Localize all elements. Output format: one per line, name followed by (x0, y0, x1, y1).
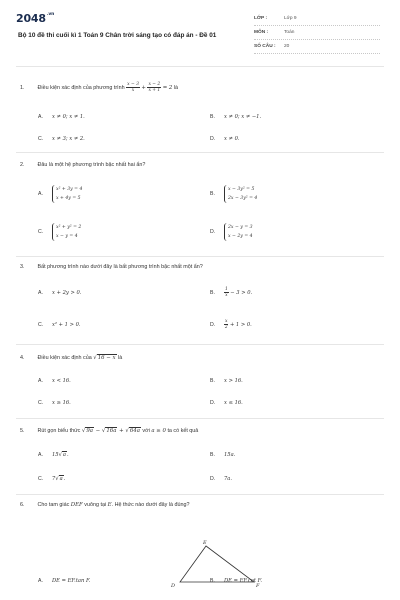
logo-suffix: .vn (46, 12, 55, 17)
q4-option-d[interactable]: D. x ≤ 16. (210, 400, 243, 406)
divider (16, 152, 384, 153)
meta-subject-value: Toán (284, 30, 295, 35)
question-text: Điều kiện xác định của phương trình (37, 84, 125, 91)
q1-option-c[interactable]: C. x ≠ 3; x ≠ 2. (38, 136, 85, 142)
meta-count (254, 44, 380, 54)
q1-option-d[interactable]: D. x ≠ 0. (210, 136, 240, 142)
q2-option-c[interactable]: C. x² + y² = 2 x − y = 4 (38, 225, 82, 239)
question-text: Bất phương trình nào dưới đây là bất phương trình bậc nhất một ẩn? (37, 264, 203, 270)
meta-class-key: LỚP : (254, 16, 268, 21)
fraction: $\frac{x - 2}{x + 1}$ (148, 82, 161, 93)
site-logo[interactable] (16, 12, 54, 25)
triangle-def (180, 546, 254, 582)
meta-class-value: Lớp 9 (284, 16, 297, 21)
vertex-label-d: D (171, 583, 176, 588)
question-2: 2. Đâu là một hệ phương trình bậc nhất hai ẩn? (20, 162, 146, 168)
q2-option-b[interactable]: B. x − 3y² = 5 2x − 3y² = 4 (210, 187, 258, 201)
question-text: Đâu là một hệ phương trình bậc nhất hai ẩn? (37, 162, 146, 168)
meta-count-value: 20 (284, 44, 290, 49)
q4-option-a[interactable]: A. x < 16. (38, 378, 71, 384)
meta-subject (254, 30, 380, 40)
q1-option-b[interactable]: B. x ≠ 0; x ≠ −1. (210, 114, 262, 120)
question-5: 5. Rút gọn biểu thức √9a − √16a + √64a với a ≥ 0 ta có kết quả (20, 428, 199, 434)
question-text: Cho tam giác (37, 502, 70, 508)
page-title: Bộ 10 đề thi cuối kì 1 Toán 9 Chân trời sáng tạo có đáp án - Đề 01 (18, 32, 217, 39)
question-number: 1. (20, 84, 25, 91)
vertex-label-e: E (203, 540, 207, 546)
question-text: Rút gọn biểu thức (37, 428, 81, 434)
q5-option-c[interactable]: C. 7√a. (38, 476, 66, 482)
q3-option-d[interactable]: D. $\frac{x}{2}$ + 1 > 0. (210, 319, 252, 330)
q5-option-d[interactable]: D. 7a. (210, 476, 233, 482)
logo-text: 2048 (16, 12, 46, 25)
q5-option-a[interactable]: A. 15√a. (38, 452, 69, 458)
q2-option-a[interactable]: A. x² + 3y = 4 x + 4y = 5 (38, 187, 83, 201)
q6-option-b[interactable]: B. DE = EF.cot F. (210, 578, 263, 584)
q1-option-a[interactable]: A. x ≠ 0; x ≠ 1. (38, 114, 85, 120)
divider (16, 344, 384, 345)
q5-option-b[interactable]: B. 15a. (210, 452, 236, 458)
question-6: 6. Cho tam giác DEF vuông tại E. Hệ thức nào dưới đây là đúng? (20, 502, 190, 508)
radicand: 16 − x (97, 355, 116, 361)
q4-option-b[interactable]: B. x > 16. (210, 378, 243, 384)
q3-option-a[interactable]: A. x + 2y > 0. (38, 290, 82, 296)
meta-class (254, 16, 380, 26)
divider (16, 418, 384, 419)
q4-option-c[interactable]: C. x ≥ 16. (38, 400, 71, 406)
divider (16, 256, 384, 257)
q6-option-a[interactable]: A. DE = EF.tan F. (38, 578, 91, 584)
meta-subject-key: MÔN : (254, 30, 269, 35)
divider (16, 494, 384, 495)
meta-count-key: SỐ CÂU : (254, 44, 276, 49)
question-1: 1. Điều kiện xác định của phương trình $\frac{x - 3}{x}$ + $\frac{x - 2}{x + 1}$ = 2 là (20, 82, 179, 93)
fraction: $\frac{x - 3}{x}$ (127, 82, 139, 93)
header-divider (16, 66, 384, 67)
vertex-label-f: F (256, 583, 260, 588)
q2-option-d[interactable]: D. 2x − y = 3 x − 2y = 4 (210, 225, 253, 239)
q3-option-b[interactable]: B. $\frac{1}{x}$ − 3 > 0. (210, 287, 253, 298)
question-text: Điều kiện xác định của (37, 355, 92, 361)
q3-option-c[interactable]: C. x² + 1 > 0. (38, 322, 81, 328)
question-3: 3. Bất phương trình nào dưới đây là bất phương trình bậc nhất một ẩn? (20, 264, 203, 270)
question-4: 4. Điều kiện xác định của √16 − x là (20, 355, 123, 361)
